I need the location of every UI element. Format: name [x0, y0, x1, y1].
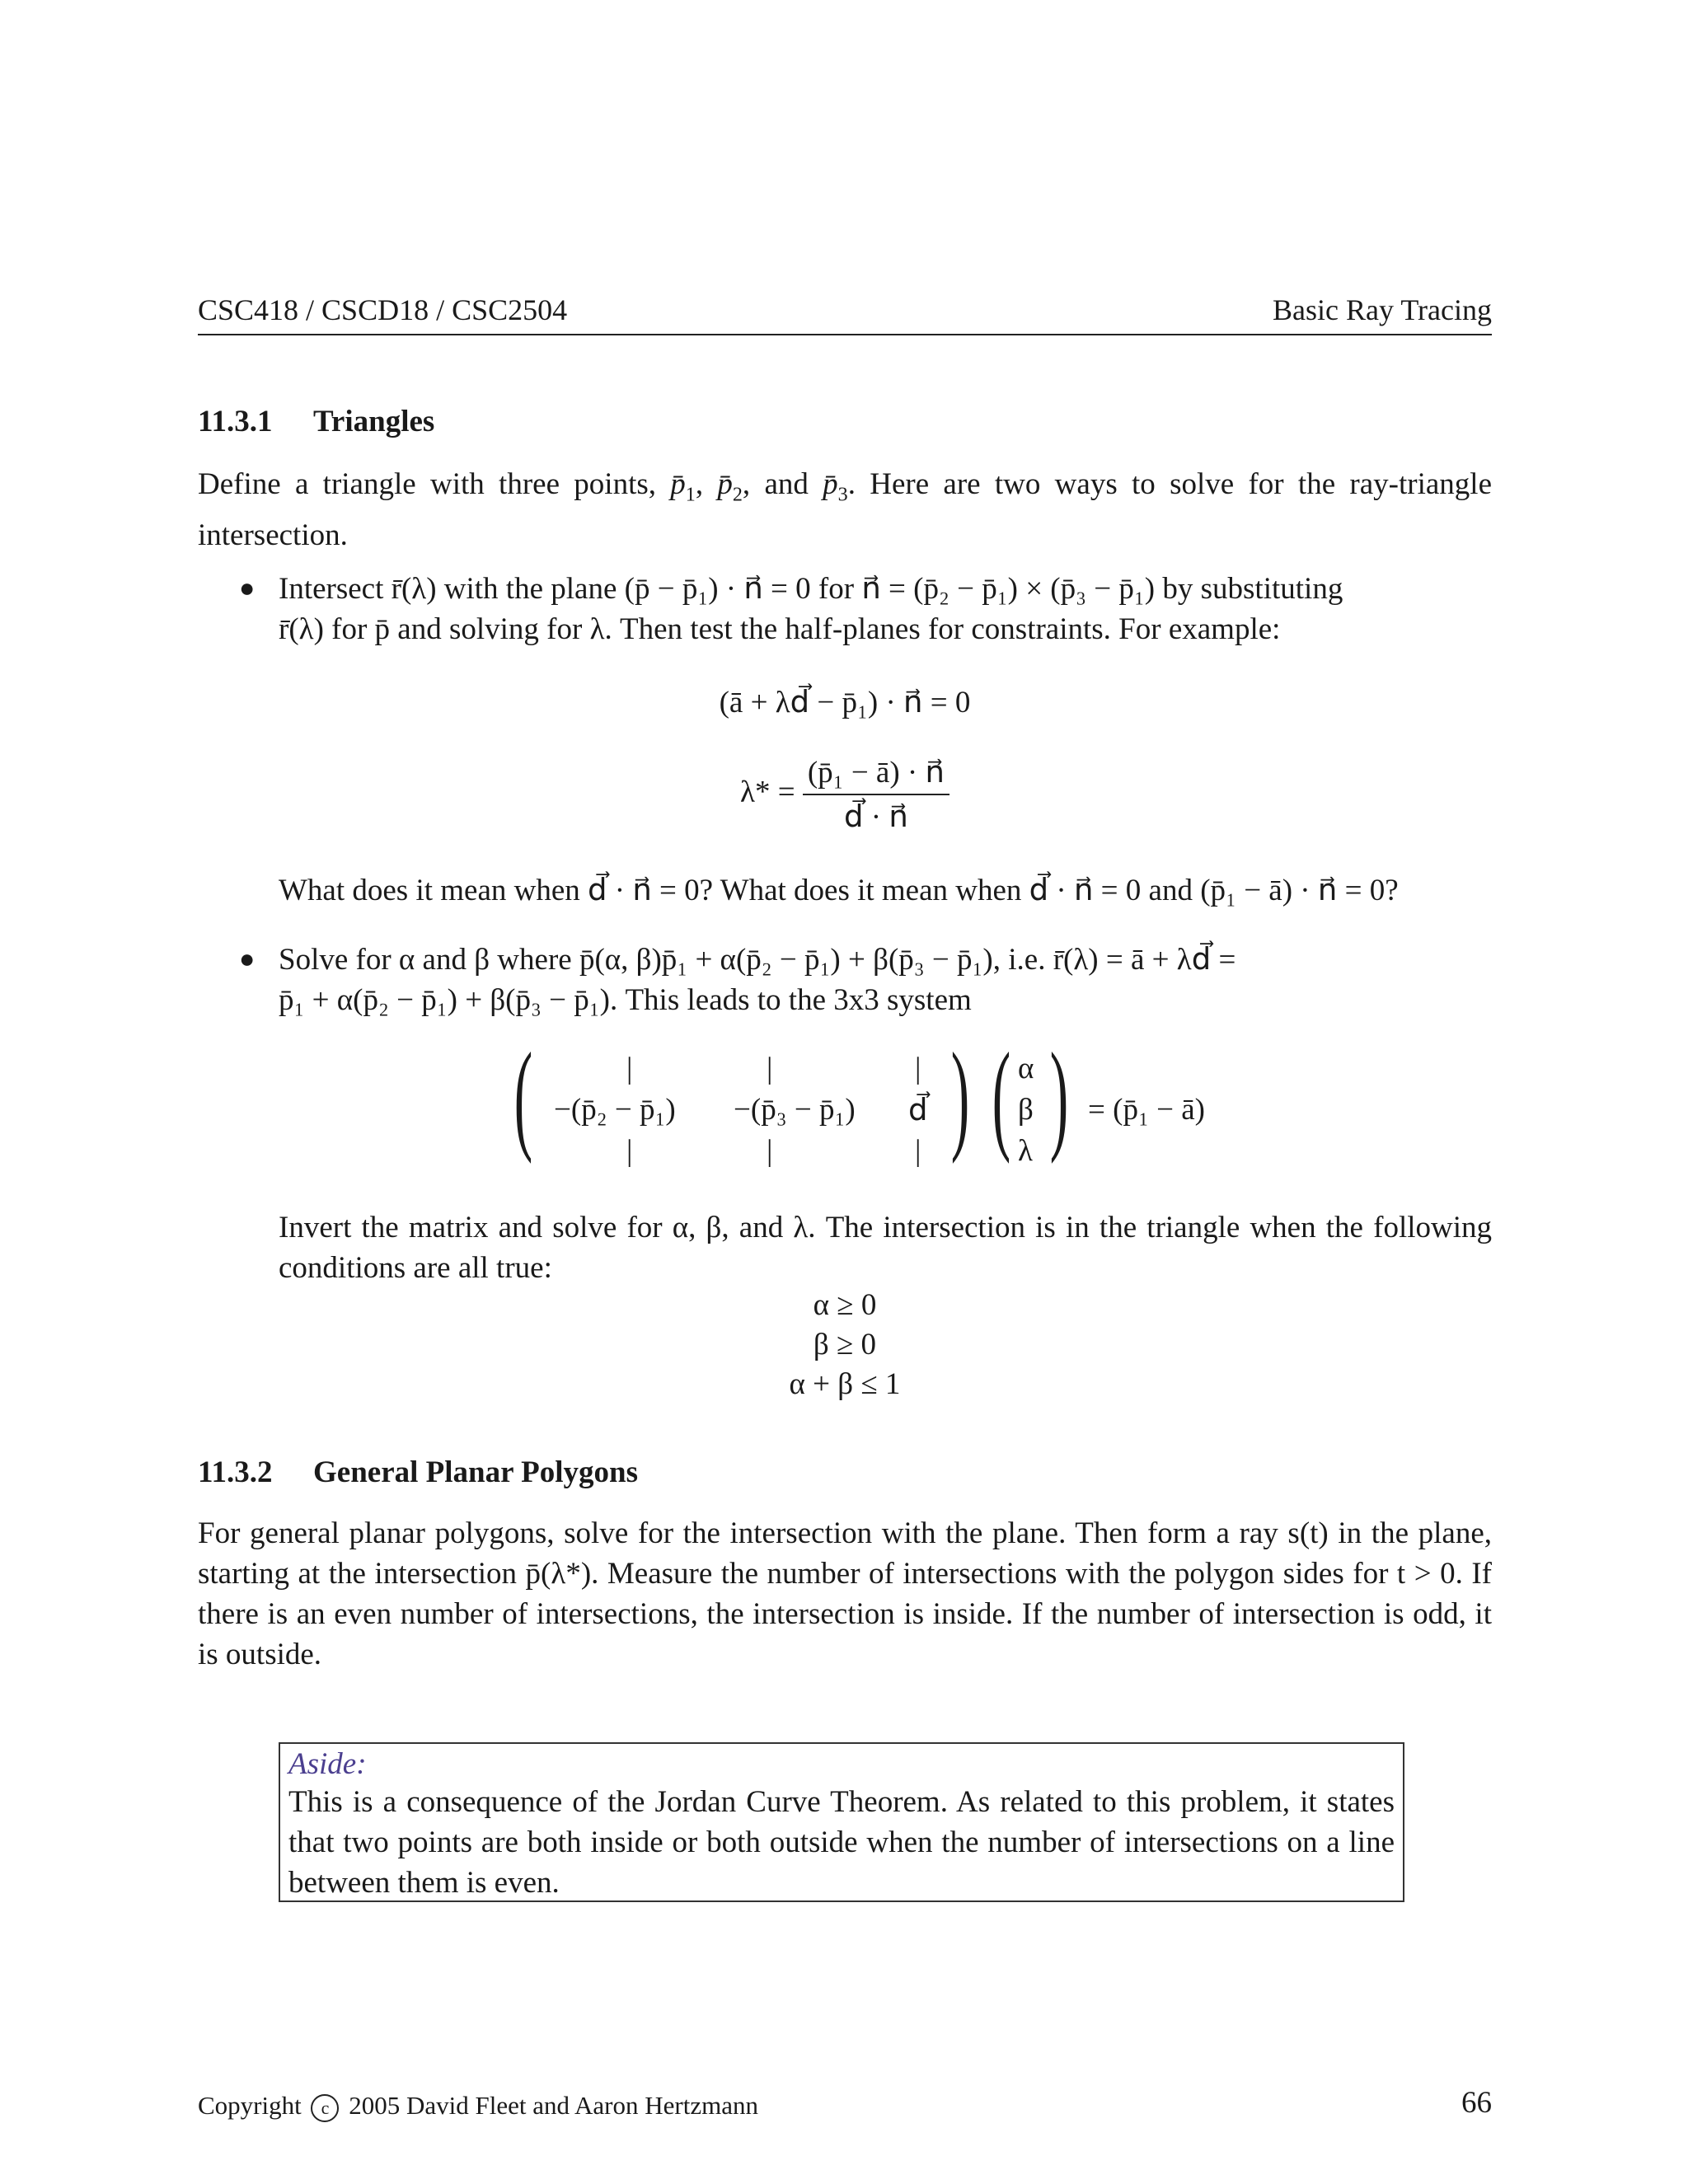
- condition-sum: α + β ≤ 1: [789, 1367, 901, 1401]
- aside-text: This is a consequence of the Jordan Curve Theorem. As related to this problem, it states that two points are both inside or both outside when the number of intersections on a line between them is even.: [288, 1785, 1395, 1900]
- copyright-icon: c: [311, 2094, 339, 2122]
- matrix-column-3: d⃗: [908, 1094, 928, 1127]
- aside-title: Aside:: [288, 1747, 367, 1781]
- bullet-marker-1: ●: [239, 573, 256, 602]
- linear-system: [511, 1028, 1253, 1191]
- equation-plane: (ā + λd⃗ − p̄₁) · n⃗ = 0: [719, 686, 971, 719]
- matrix-bar: |: [915, 1052, 921, 1085]
- vector-beta: β: [1018, 1093, 1034, 1127]
- page-number: 66: [1461, 2086, 1492, 2120]
- intro-text-a: Define a triangle with three points,: [198, 467, 671, 501]
- section-number: 11.3.1: [198, 405, 273, 438]
- matrix-left-paren: (: [513, 1028, 533, 1165]
- bullet-marker-2: ●: [239, 944, 256, 973]
- matrix-right-paren: ): [950, 1028, 970, 1165]
- vector-right-paren: ): [1049, 1028, 1069, 1165]
- running-header-right: Basic Ray Tracing: [1273, 293, 1492, 326]
- matrix-bar: |: [626, 1134, 633, 1168]
- intro-text-b: , and: [742, 467, 823, 501]
- matrix-bar: |: [915, 1134, 921, 1168]
- matrix-column-2: −(p̄₃ − p̄₁): [734, 1093, 856, 1127]
- polygons-paragraph: For general planar polygons, solve for the intersection with the plane. Then form a ray s(t) in the plane, starting at the intersection p̄(λ*). Measure the number of intersections with the polygon sides for t > 0. If there is an even number of intersections, the intersection is inside. If the number of intersection is odd, it is outside.: [198, 1516, 1492, 1671]
- intro-text-c: . Here are two ways to solve for the ray-triangle intersection.: [198, 467, 1492, 553]
- bullet-1-line-2: r̄(λ) for p̄ and solving for λ. Then test the half-planes for constraints. For example:: [279, 612, 1281, 646]
- aside-box: [279, 1742, 1404, 1902]
- system-rhs: = (p̄₁ − ā): [1088, 1093, 1205, 1127]
- vector-alpha: α: [1018, 1052, 1034, 1085]
- equation-lambda-star: [198, 754, 1492, 835]
- bullet-2-after: Invert the matrix and solve for α, β, and λ. The intersection is in the triangle when the following conditions are all true:: [279, 1211, 1492, 1285]
- condition-beta: β ≥ 0: [813, 1328, 877, 1361]
- copyright-line: [198, 2091, 758, 2122]
- matrix-bar: |: [626, 1052, 633, 1085]
- section-heading-polygons: [198, 1455, 638, 1490]
- vector-lambda: λ: [1018, 1134, 1033, 1168]
- lambda-star-fraction: [803, 754, 950, 835]
- condition-alpha: α ≥ 0: [813, 1288, 877, 1322]
- header-rule: [198, 334, 1492, 335]
- section-heading-triangles: [198, 404, 434, 439]
- bullet-2-line-2: p̄₁ + α(p̄₂ − p̄₁) + β(p̄₃ − p̄₁). This leads to the 3x3 system: [279, 983, 972, 1017]
- lambda-star-lhs: λ* =: [740, 775, 795, 809]
- intro-paragraph: Define a triangle with three points, $p̄_1$, $p̄_2$, and $p̄_3$. Here are two ways to solve for the ray-triangle intersection.: [198, 467, 1492, 553]
- matrix-bar: |: [767, 1134, 773, 1168]
- section-title: Triangles: [313, 405, 435, 438]
- matrix-column-1: −(p̄₂ − p̄₁): [554, 1093, 676, 1127]
- copyright-holders: 2005 David Fleet and Aaron Hertzmann: [349, 2091, 758, 2120]
- bullet-1-question: What does it mean when d⃗ · n⃗ = 0? What does it mean when d⃗ · n⃗ = 0 and (p̄₁ − ā) · n⃗ = 0?: [279, 874, 1399, 907]
- matrix-bar: |: [767, 1052, 773, 1085]
- bullet-1-line-1: Intersect r̄(λ) with the plane (p̄ − p̄₁) · n⃗ = 0 for n⃗ = (p̄₂ − p̄₁) × (p̄₃ − p̄₁) by substituting: [279, 572, 1343, 606]
- vector-left-paren: (: [992, 1028, 1011, 1165]
- section-number: 11.3.2: [198, 1455, 273, 1489]
- copyright-word: Copyright: [198, 2091, 302, 2120]
- running-header-left: CSC418 / CSCD18 / CSC2504: [198, 293, 568, 326]
- fraction-numerator: (p̄₁ − ā) · n⃗: [803, 754, 950, 795]
- section-title: General Planar Polygons: [313, 1455, 638, 1489]
- bullet-2-line-1: Solve for α and β where p̄(α, β)p̄₁ + α(p̄₂ − p̄₁) + β(p̄₃ − p̄₁), i.e. r̄(λ) = ā + λd⃗ =: [279, 943, 1236, 977]
- fraction-denominator: d⃗ · n⃗: [844, 800, 908, 834]
